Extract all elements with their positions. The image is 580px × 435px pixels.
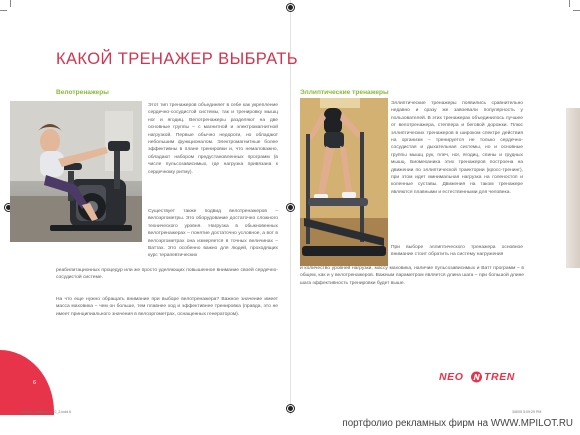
elliptical-selection-text: При выборе эллиптического тренажера основное внимание стоит обратить на систему нагружения — [391, 245, 523, 258]
page-number: 6 — [33, 380, 37, 386]
exercise-bike-illustration — [10, 101, 142, 242]
next-page-photo-edge — [566, 108, 580, 268]
bikes-intro-text: Этот тип тренажеров объединяет в себе как укрепление сердечно-сосудистой системы, так и тренировку мышц ног и ягодиц. Велотренажеры разделяют на две основные группы – с магнитной и электромагнитной нагрузкой. Первые обычно недороги, но обладают небольшим функционалом. Электромагнитные более эффективны в плане тренировки и, что немаловажно, обладают набором предустановленных программ (в числе пульсозависимых, где нагрузка привязана к сердечному ритму). — [148, 103, 278, 175]
elliptical-intro-text: Эллиптические тренажеры появились сравнительно недавно и сразу же завоевали популярность у пользователей. В этих тренажерах объединилось лучшее от велотренажера, степпера и беговой дорожки. Плюс эллиптических тренажеров в широком спектре действия на организм – тренируется не только сердечно-сосудистая и дыхательная системы, но и основные группы мышц рук, плеч, ног, ягодиц, спины и грудных мышц. Биомеханика этих тренажеров построена на движении по эллиптической траектории (кросс-тренинг), при этом идет минимальная нагрузка на голеностоп и коленные суставы. Движения на таком тренажере являются плавными и естественными для человека. — [391, 101, 523, 195]
print-slug-left: Neotren_catlarne_v1.0_2.indd 6 — [20, 410, 72, 414]
registration-mark-center — [286, 203, 295, 212]
neotren-logo — [439, 371, 519, 383]
registration-mark-bottom — [286, 404, 295, 413]
crop-mark — [10, 0, 11, 7]
print-slug-right: 3/8/05 5:09:29 PM — [512, 410, 542, 414]
logo-text-neo: NEO — [439, 371, 464, 383]
page-headline: КАКОЙ ТРЕНАЖЕР ВЫБРАТЬ — [56, 50, 298, 68]
elliptical-trainer-photo — [300, 98, 388, 266]
logo-emblem-icon — [470, 371, 483, 383]
logo-text-tren: TREN — [484, 371, 515, 383]
bikes-selection-text: На что еще нужно обращать внимание при выборе велотренажера? Важное значение имеет масса маховика – чем он больше, тем плавнее ход и эффективнее тренировка (правда, это не имеет принципиального значения в велоэргометрах, оснащенных генератором). — [56, 297, 278, 317]
crop-mark — [573, 10, 580, 11]
portfolio-footer-text: портфолио рекламных фирм на WWW.MPILOT.RU — [342, 418, 573, 429]
elliptical-continuation-text: и количество уровней нагрузки, массу маховика, наличие пульсозависимых и Ватт программ – в общем, как и у велотренажеров. Важным параметром является длина шага – при большой длине шага эффективность тренировки будет выше. — [300, 266, 524, 286]
section-title-elliptical-trainers: Эллиптические тренажеры — [300, 89, 389, 96]
exercise-bike-photo — [10, 101, 142, 242]
page-corner-accent — [0, 350, 54, 415]
bikes-continuation-text: реабилитационных процедур или же просто уделяющих повышенное внимание своей сердечно-сосудистой системе. — [56, 268, 278, 281]
bikes-ergometer-text: Существует также подвид велотренажеров – велоэргометры. Это оборудование достаточно сложного технического уровня. Нагрузка в обыкновенных велотренажерах – понятие достаточно условное, а вот в велоэргометрах она измеряется в точных величинах – Ваттах. Это особенно важно для людей, проходящих курс терапевтических — [148, 209, 278, 259]
registration-mark-top — [286, 3, 295, 12]
crop-mark — [569, 0, 570, 7]
crop-mark — [0, 10, 7, 11]
elliptical-trainer-illustration — [300, 98, 388, 266]
section-title-exercise-bikes: Велотренажеры — [56, 89, 109, 96]
